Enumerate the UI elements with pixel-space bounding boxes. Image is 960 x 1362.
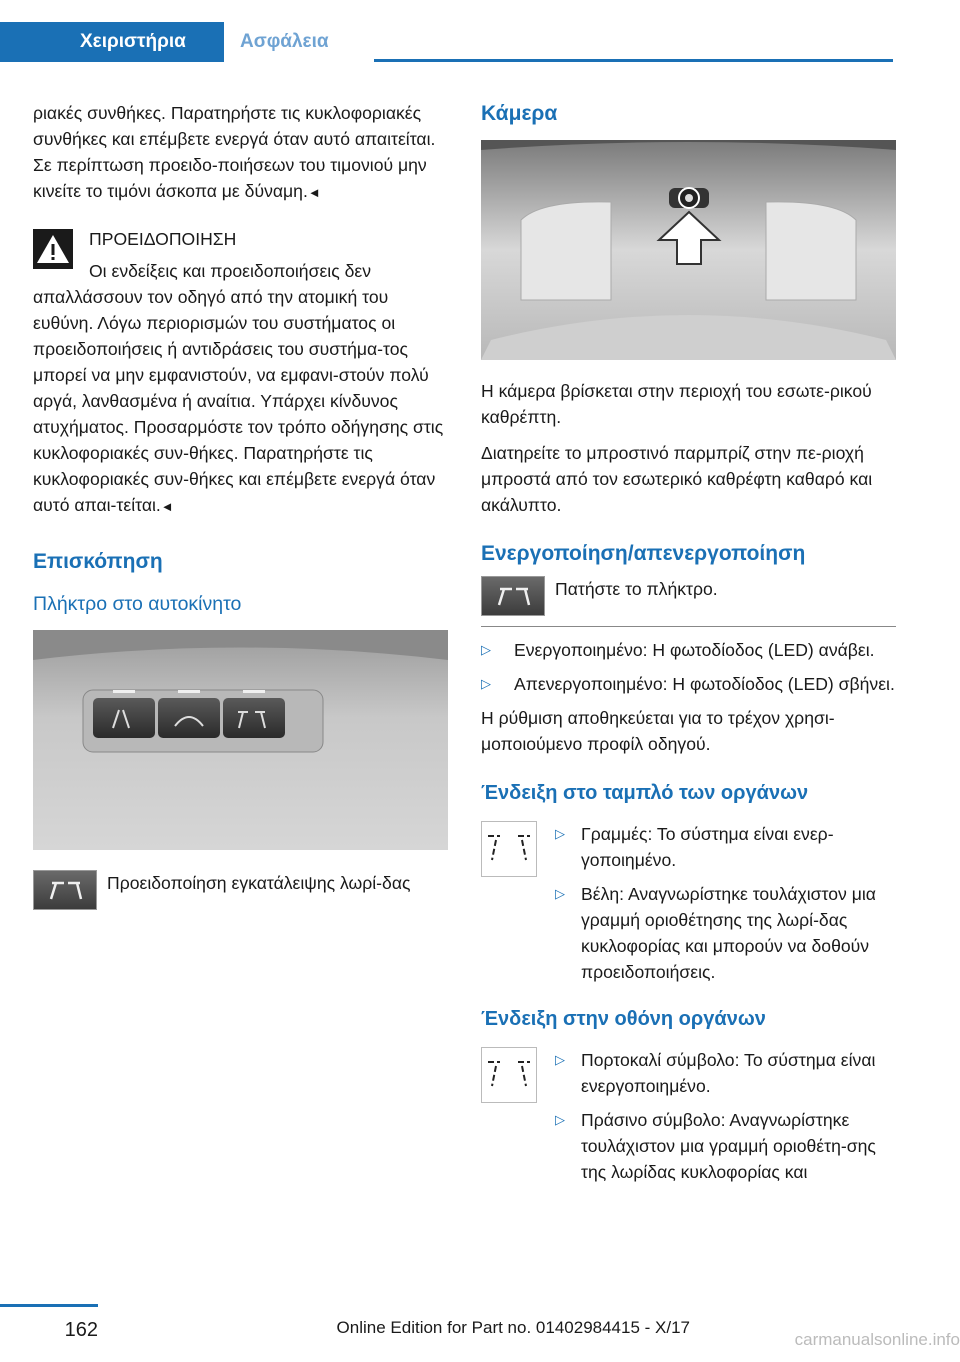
- warning-title: ΠΡΟΕΙΔΟΠΟΙΗΣΗ: [89, 229, 237, 249]
- bullet-icon: ▷: [555, 1112, 565, 1127]
- button-panel-illustration: [33, 630, 448, 850]
- section-toggle: Ενεργοποίηση/απενεργοποίηση: [481, 542, 806, 565]
- list-item: ▷ Γραμμές: Το σύστημα είναι ενερ‐γοποιημένο.: [555, 821, 896, 873]
- toggle-list: [481, 637, 896, 697]
- bullet-icon: ▷: [555, 826, 565, 841]
- button-caption-row: [33, 870, 448, 910]
- lane-lines-indicator-icon: [481, 821, 537, 877]
- tab-controls[interactable]: Χειριστήρια: [0, 22, 224, 62]
- page-number: 162: [0, 1304, 98, 1342]
- warning-text: Οι ενδείξεις και προειδοποιήσεις δεν απαλλάσσουν τον οδηγό από την ατομική του ευθύνη. Λόγω περιορισμών του συστήματος οι προειδοποιήσεις ή αντιδράσεις του συστήμα‐τος μπορεί να μην εμφανιστούν, να εμφανι‐στούν πολύ αργά, λανθασμένα ή αναίτια. Υπάρχει κίνδυνος ατυχήματος. Προσαρμόστε τον τρόπο οδήγησης στις κυκλοφοριακές συν‐θήκες. Παρατηρήστε τις κυκλοφοριακές συν‐θήκες και επέμβετε ενεργά όταν αυτό απαι‐τείται.◄: [33, 261, 444, 515]
- intro-paragraph: ριακές συνθήκες. Παρατηρήστε τις κυκλοφοριακές συνθήκες και επέμβετε ενεργά όταν αυτό απαιτείται. Σε περίπτωση προειδο‐ποιήσεων του τιμονιού μην κινείτε το τιμόνι άσκοπα με δύναμη.◄: [33, 103, 436, 201]
- separator: [481, 626, 896, 627]
- end-mark: ◄: [160, 499, 174, 514]
- section-display: Ένδειξη στην οθόνη οργάνων: [481, 1008, 766, 1030]
- list-item: ▷ Απενεργοποιημένο: Η φωτοδίοδος (LED) σβήνει.: [481, 671, 896, 697]
- bullet-icon: ▷: [555, 886, 565, 901]
- warning-block: [33, 226, 448, 520]
- edition-text: Online Edition for Part no. 01402984415 - X/17: [336, 1318, 690, 1337]
- toggle-note: Η ρύθμιση αποθηκεύεται για το τρέχον χρησι‐μοποιούμενο προφίλ οδηγού.: [481, 708, 835, 754]
- lane-lines-indicator-icon: [481, 1047, 537, 1103]
- button-caption: Προειδοποίηση εγκατάλειψης λωρί‐δας: [107, 873, 411, 893]
- subsection-button: Πλήκτρο στο αυτοκίνητο: [33, 593, 242, 615]
- camera-clean-text: Διατηρείτε το μπροστινό παρμπρίζ στην πε‐ριοχή μπροστά από τον εσωτερικό καθρέφτη καθαρό και ακάλυπτο.: [481, 443, 873, 515]
- left-column: [33, 100, 448, 910]
- bullet-icon: ▷: [481, 676, 491, 691]
- watermark-text: carmanualsonline.info: [794, 1330, 960, 1349]
- bullet-icon: ▷: [481, 642, 491, 657]
- display-indicator-block: [481, 1047, 896, 1185]
- warning-triangle-icon: [33, 229, 73, 269]
- tab-safety[interactable]: Ασφάλεια: [224, 22, 374, 62]
- section-camera: Κάμερα: [481, 102, 558, 125]
- list-item: ▷ Βέλη: Αναγνωρίστηκε τουλάχιστον μια γραμμή οριοθέτησης της λωρί‐δας κυκλοφορίας και μπορούν να δοθούν προειδοποιήσεις.: [555, 881, 896, 985]
- section-overview: Επισκόπηση: [33, 550, 163, 573]
- list-item: ▷ Πορτοκαλί σύμβολο: Το σύστημα είναι ενεργοποιημένο.: [555, 1047, 896, 1099]
- end-mark: ◄: [307, 185, 321, 200]
- camera-photo: [481, 140, 896, 360]
- lane-departure-button-icon: [33, 870, 97, 910]
- header-tabbar: [0, 22, 893, 62]
- lane-departure-button-icon: [481, 576, 545, 616]
- list-item: ▷ Ενεργοποιημένο: Η φωτοδίοδος (LED) ανάβει.: [481, 637, 896, 663]
- camera-illustration: [481, 140, 896, 360]
- bullet-icon: ▷: [555, 1052, 565, 1067]
- display-list: [555, 1047, 896, 1185]
- right-column: [481, 100, 896, 1193]
- camera-location-text: Η κάμερα βρίσκεται στην περιοχή του εσωτε‐ρικού καθρέπτη.: [481, 381, 872, 427]
- cluster-indicator-block: [481, 821, 896, 985]
- toggle-instruction: Πατήστε το πλήκτρο.: [555, 579, 718, 599]
- toggle-instruction-row: [481, 576, 896, 616]
- section-cluster: Ένδειξη στο ταμπλό των οργάνων: [481, 782, 809, 804]
- list-item: ▷ Πράσινο σύμβολο: Αναγνωρίστηκε τουλάχιστον μια γραμμή οριοθέτη‐σης της λωρίδας κυκλοφορίας και: [555, 1107, 896, 1185]
- button-panel-photo: [33, 630, 448, 850]
- cluster-list: [555, 821, 896, 985]
